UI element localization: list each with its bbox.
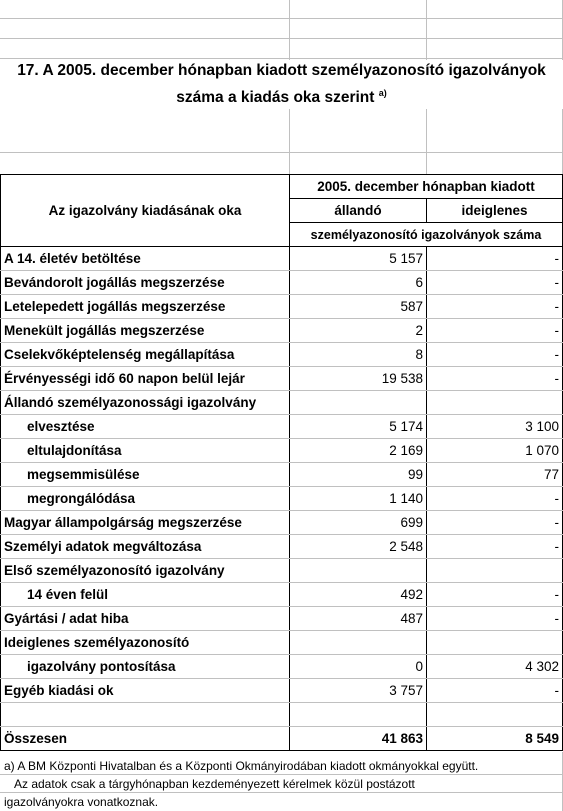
row-label: Állandó személyazonossági igazolvány — [1, 391, 290, 415]
table-row — [1, 271, 563, 295]
row-label: Személyi adatok megváltozása — [1, 535, 290, 559]
row-label: Érvényességi idő 60 napon belül lejár — [1, 367, 290, 391]
temporary-value: - — [427, 487, 563, 511]
row-label: A 14. életév betöltése — [1, 247, 290, 271]
table-row — [1, 679, 563, 703]
row-label: Letelepedett jogállás megszerzése — [1, 295, 290, 319]
table-row — [1, 559, 563, 583]
row-label: megsemmisülése — [1, 463, 290, 487]
temporary-value: - — [427, 271, 563, 295]
table-row — [1, 583, 563, 607]
table-row — [1, 343, 563, 367]
table-row — [1, 367, 563, 391]
temporary-value: - — [427, 511, 563, 535]
permanent-value: 699 — [290, 511, 427, 535]
total-row — [1, 727, 563, 751]
footnote-line-3: igazolványokra vonatkoznak. — [4, 795, 159, 809]
permanent-value: 2 169 — [290, 439, 427, 463]
table-row — [1, 391, 563, 415]
title-footnote-marker: a) — [378, 88, 387, 98]
period-header: 2005. december hónapban kiadott — [290, 175, 563, 199]
table-row — [1, 295, 563, 319]
temporary-value — [427, 391, 563, 415]
permanent-column-header: állandó — [290, 199, 427, 223]
temporary-value: - — [427, 535, 563, 559]
total-label: Összesen — [1, 727, 290, 751]
temporary-value: - — [427, 679, 563, 703]
total-temporary: 8 549 — [427, 727, 563, 751]
table-row — [1, 487, 563, 511]
row-label: Cselekvőképtelenség megállapítása — [1, 343, 290, 367]
footnote-line-2: Az adatok csak a tárgyhónapban kezdeményezett kérelmek közül postázott — [14, 777, 415, 791]
reason-column-header: Az igazolvány kiadásának oka — [1, 175, 290, 247]
permanent-value: 487 — [290, 607, 427, 631]
row-label: Első személyazonosító igazolvány — [1, 559, 290, 583]
row-label: eltulajdonítása — [1, 439, 290, 463]
row-label — [1, 703, 290, 727]
permanent-value: 5 174 — [290, 415, 427, 439]
row-label: igazolvány pontosítása — [1, 655, 290, 679]
row-label: Gyártási / adat hiba — [1, 607, 290, 631]
table-row — [1, 415, 563, 439]
permanent-value: 3 757 — [290, 679, 427, 703]
temporary-column-header: ideiglenes — [427, 199, 563, 223]
permanent-value: 99 — [290, 463, 427, 487]
permanent-value: 19 538 — [290, 367, 427, 391]
row-label: megrongálódása — [1, 487, 290, 511]
table-row — [1, 463, 563, 487]
row-label: Magyar állampolgárság megszerzése — [1, 511, 290, 535]
temporary-value: 3 100 — [427, 415, 563, 439]
temporary-value: - — [427, 607, 563, 631]
permanent-value: 6 — [290, 271, 427, 295]
permanent-value — [290, 703, 427, 727]
footnote-a: a) A BM Központi Hivatalban és a Központi Okmányirodában kiadott okmányokkal együtt. — [4, 759, 479, 773]
permanent-value: 2 548 — [290, 535, 427, 559]
temporary-value: 77 — [427, 463, 563, 487]
statistics-table — [0, 174, 563, 751]
temporary-value — [427, 703, 563, 727]
table-row — [1, 247, 563, 271]
temporary-value: - — [427, 295, 563, 319]
permanent-value — [290, 391, 427, 415]
permanent-value: 587 — [290, 295, 427, 319]
permanent-value: 1 140 — [290, 487, 427, 511]
table-row — [1, 631, 563, 655]
temporary-value: - — [427, 343, 563, 367]
temporary-value — [427, 631, 563, 655]
unit-header: személyazonosító igazolványok száma — [290, 223, 563, 247]
table-row — [1, 319, 563, 343]
temporary-value: 1 070 — [427, 439, 563, 463]
temporary-value: 4 302 — [427, 655, 563, 679]
temporary-value: - — [427, 247, 563, 271]
row-label: 14 éven felül — [1, 583, 290, 607]
footnotes — [0, 757, 563, 811]
title-line-1: 17. A 2005. december hónapban kiadott személyazonosító igazolványok — [17, 62, 546, 79]
row-label: Ideiglenes személyazonosító — [1, 631, 290, 655]
table-row — [1, 655, 563, 679]
temporary-value: - — [427, 319, 563, 343]
row-label: Menekült jogállás megszerzése — [1, 319, 290, 343]
temporary-value: - — [427, 367, 563, 391]
total-permanent: 41 863 — [290, 727, 427, 751]
row-label: elvesztése — [1, 415, 290, 439]
permanent-value: 492 — [290, 583, 427, 607]
permanent-value: 2 — [290, 319, 427, 343]
table-title — [0, 60, 563, 109]
temporary-value — [427, 559, 563, 583]
permanent-value: 8 — [290, 343, 427, 367]
permanent-value — [290, 559, 427, 583]
title-line-2: száma a kiadás oka szerint — [176, 89, 375, 107]
table-row — [1, 511, 563, 535]
table-row — [1, 535, 563, 559]
permanent-value: 5 157 — [290, 247, 427, 271]
row-label: Bevándorolt jogállás megszerzése — [1, 271, 290, 295]
permanent-value: 0 — [290, 655, 427, 679]
table-row — [1, 439, 563, 463]
header-row-period — [1, 175, 563, 199]
table-row — [1, 607, 563, 631]
temporary-value: - — [427, 583, 563, 607]
permanent-value — [290, 631, 427, 655]
table-row — [1, 703, 563, 727]
row-label: Egyéb kiadási ok — [1, 679, 290, 703]
